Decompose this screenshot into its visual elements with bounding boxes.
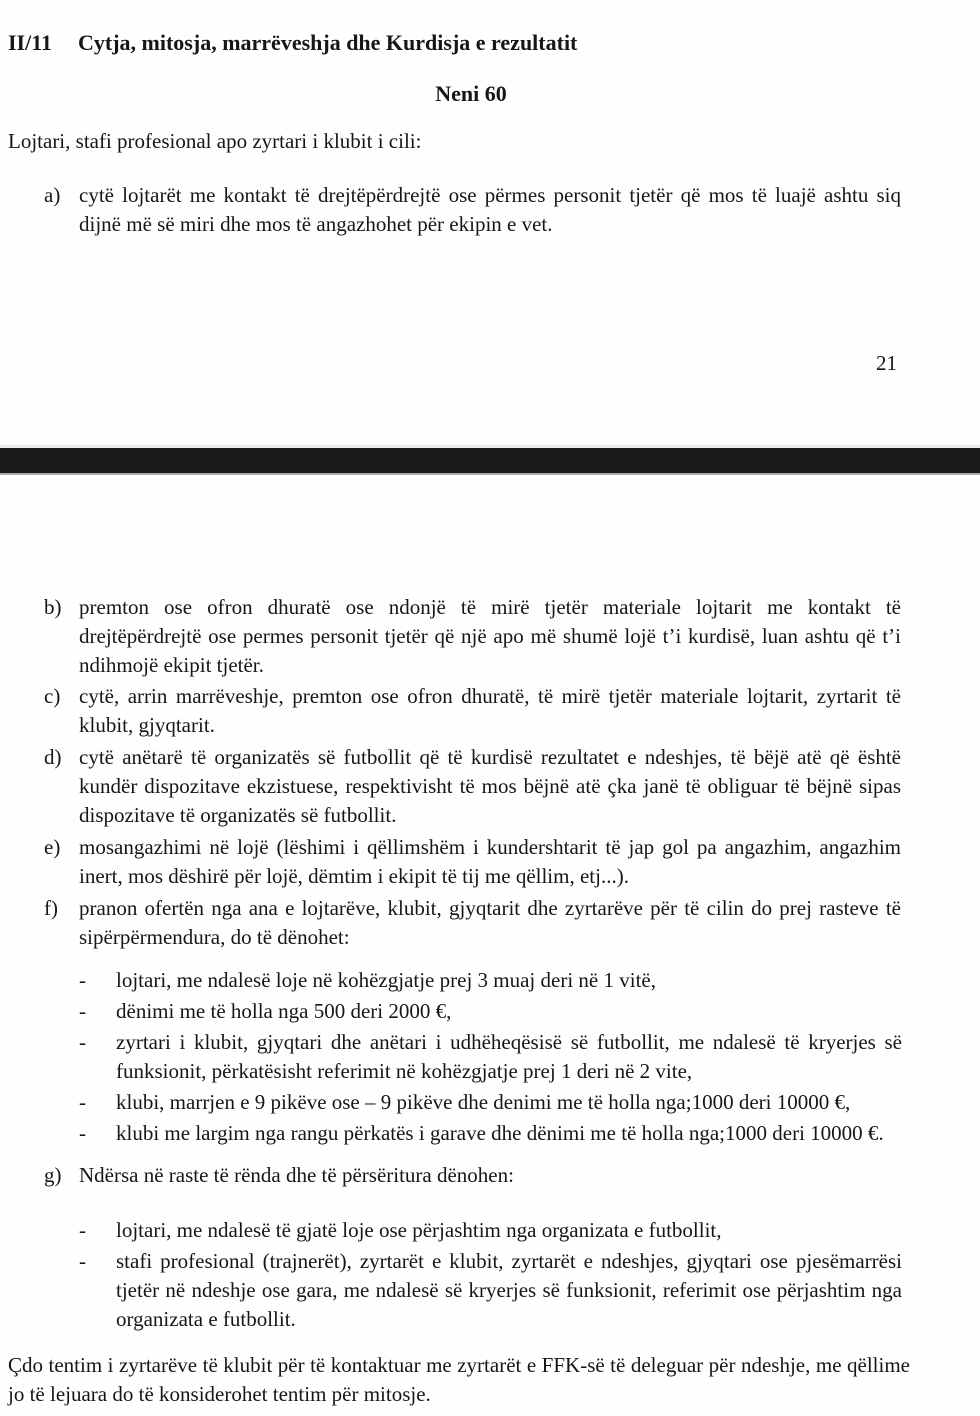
list-item-text: mosangazhimi në lojë (lëshimi i qëllimshëm i kundershtarit të jap gol pa angazhim, angazhim inert, mos dëshirë për lojë, dëmtim i ekipit të tij me qëllim, etj...). [79, 835, 901, 888]
list-item-text: klubi, marrjen e 9 pikëve ose – 9 pikëve dhe denimi me të holla nga;1000 deri 10000 €, [116, 1090, 851, 1114]
list-item [79, 1247, 980, 1334]
list-item-text: klubi me largim nga rangu përkatës i garave dhe dënimi me të holla nga;1000 deri 10000 €. [116, 1121, 884, 1145]
list-item [79, 1119, 980, 1148]
page-number: 21 [876, 351, 897, 375]
list-item [79, 1028, 980, 1086]
dash-bullet: - [79, 968, 86, 992]
closing-paragraph: Çdo tentim i zyrtarëve të klubit për të kontaktuar me zyrtarët e FFK-së të deleguar për ndeshje, me qëllime jo të lejuara do të konsiderohet tentim për mitosje. [8, 1353, 910, 1406]
list-item-text: lojtari, me ndalesë të gjatë loje ose përjashtim nga organizata e futbollit, [116, 1218, 722, 1242]
list-item-f [44, 894, 980, 952]
list-item-text: zyrtari i klubit, gjyqtari dhe anëtari i udhëheqësisë së futbollit, me ndalesë të kryerjes së funksionit, përkatësisht referimit në kohëzgjatje prej 1 deri në 2 vite, [116, 1030, 902, 1083]
list-item-text: dënimi me të holla nga 500 deri 2000 €, [116, 999, 452, 1023]
list-item-label: b) [44, 595, 62, 619]
list-item-text: Ndërsa në raste të rënda dhe të përsëritura dënohen: [79, 1163, 514, 1187]
dash-bullet: - [79, 1090, 86, 1114]
intro-paragraph: Lojtari, stafi profesional apo zyrtari i klubit i cili: [8, 129, 422, 153]
list-item-c [44, 682, 980, 740]
page-number-row [0, 349, 980, 378]
list-item-text: cytë anëtarë të organizatës së futbollit që të kurdisë rezultatet e ndeshjes, të bëjë atë që është kundër dispozitave ekzistuese, respektivisht të mos bëjnë atë çka janë të obliguar të bëjnë sipas dispozitave të organizatës së futbollit. [79, 745, 901, 827]
list-item-label: c) [44, 684, 61, 708]
list-item [79, 966, 980, 995]
list-item-label: g) [44, 1163, 62, 1187]
section-code: II/11 [8, 30, 53, 55]
section-heading [8, 0, 980, 58]
penalty-list-g [0, 1216, 980, 1334]
list-item-label: f) [44, 896, 58, 920]
list-item-label: e) [44, 835, 61, 859]
dash-bullet: - [79, 1249, 86, 1273]
list-item-text: pranon ofertën nga ana e lojtarëve, klubit, gjyqtarit dhe zyrtarëve për të cilin do prej rasteve të sipërpërmendura, do të dënohet: [79, 896, 901, 949]
list-item-e [44, 833, 980, 891]
dash-bullet: - [79, 999, 86, 1023]
dash-bullet: - [79, 1121, 86, 1145]
list-item-text: cytë lojtarët me kontakt të drejtëpërdrejtë ose përmes personit tjetër që mos të luajë ashtu siq dijnë më së miri dhe mos të angazhohet për ekipin e vet. [79, 183, 901, 236]
penalty-list-f [0, 966, 980, 1148]
article-heading: Neni 60 [435, 81, 507, 106]
redaction-bar [0, 445, 980, 475]
list-item-text: lojtari, me ndalesë loje në kohëzgjatje prej 3 muaj deri në 1 vitë, [116, 968, 656, 992]
dash-bullet: - [79, 1030, 86, 1054]
list-item [79, 997, 980, 1026]
list-item-g [44, 1161, 980, 1190]
section-title: Cytja, mitosja, marrëveshja dhe Kurdisja e rezultatit [78, 30, 578, 55]
list-item-text: stafi profesional (trajnerët), zyrtarët e klubit, zyrtarët e ndeshjes, gjyqtari ose pjesëmarrësi tjetër në ndeshje ose gara, me ndalesë së kryerjes së funksionit, referimit ose përjashtim nga organizata e futbollit. [116, 1249, 902, 1331]
list-item-text: premton ose ofron dhuratë ose ndonjë të mirë tjetër materiale lojtarit me kontakt të drejtëpërdrejtë ose permes personit tjetër që një apo më shumë lojë t’i kurdisë, luan ashtu që t’i ndihmojë ekipit tjetër. [79, 595, 901, 677]
list-item [79, 1216, 980, 1245]
list-item-text: cytë, arrin marrëveshje, premton ose ofron dhuratë, të mirë tjetër materiale lojtarit, zyrtarit të klubit, gjyqtarit. [79, 684, 901, 737]
list-item-label: d) [44, 745, 62, 769]
list-item [79, 1088, 980, 1117]
list-item-a [44, 181, 980, 239]
dash-bullet: - [79, 1218, 86, 1242]
list-item-b [44, 593, 980, 680]
list-item-d [44, 743, 980, 830]
list-item-label: a) [44, 183, 61, 207]
